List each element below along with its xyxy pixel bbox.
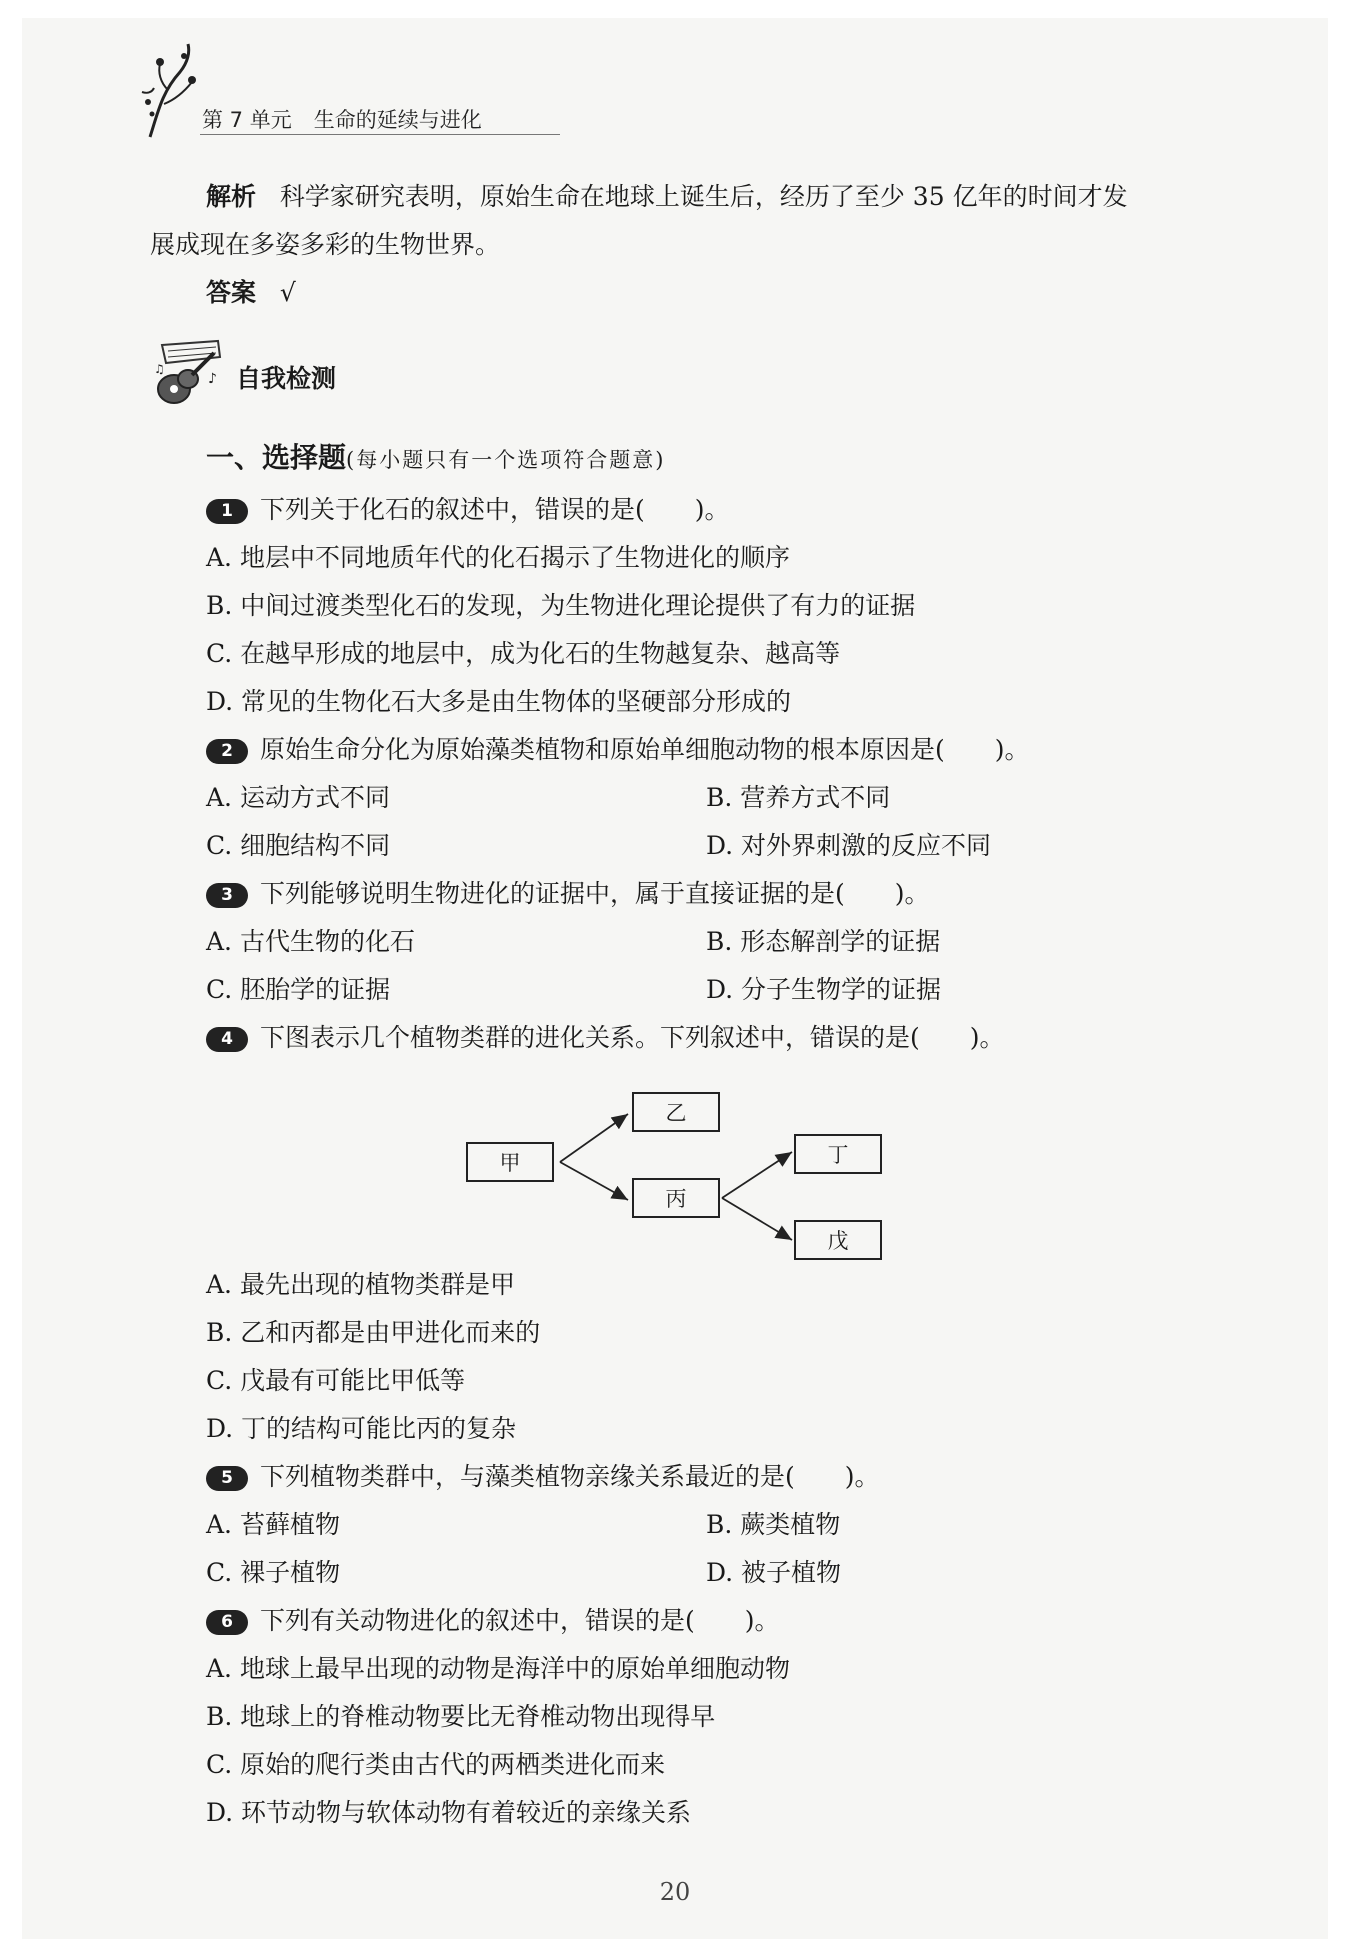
- node-wu: 戊: [794, 1220, 882, 1260]
- node-yi: 乙: [632, 1092, 720, 1132]
- analysis-line-1: 解析 科学家研究表明，原始生命在地球上诞生后，经历了至少 35 亿年的时间才发: [206, 182, 1128, 211]
- q6-option-b: B. 地球上的脊椎动物要比无脊椎动物出现得早: [206, 1702, 716, 1731]
- question-number-badge: 6: [206, 1610, 248, 1635]
- evolution-diagram: [460, 1080, 900, 1280]
- arrow-jia-yi: [560, 1114, 628, 1162]
- part-title: 一、选择题(每小题只有一个选项符合题意): [206, 441, 666, 474]
- answer-value: √: [279, 278, 296, 307]
- node-ding: 丁: [794, 1134, 882, 1174]
- page-number: 20: [659, 1878, 691, 1906]
- q4-option-c: C. 戊最有可能比甲低等: [206, 1366, 466, 1395]
- q4-option-d: D. 丁的结构可能比丙的复杂: [206, 1414, 517, 1443]
- q6-option-c: C. 原始的爬行类由古代的两栖类进化而来: [206, 1750, 666, 1779]
- arrow-bing-ding: [722, 1152, 792, 1198]
- q3-option-b: B. 形态解剖学的证据: [706, 927, 941, 956]
- q1-option-c: C. 在越早形成的地层中，成为化石的生物越复杂、越高等: [206, 639, 841, 668]
- svg-text:♪: ♪: [208, 371, 217, 387]
- q1-option-a: A. 地层中不同地质年代的化石揭示了生物进化的顺序: [206, 543, 790, 572]
- q1-option-d: D. 常见的生物化石大多是由生物体的坚硬部分形成的: [206, 687, 792, 716]
- q2-option-d: D. 对外界刺激的反应不同: [706, 831, 992, 860]
- question-3: 3 下列能够说明生物进化的证据中，属于直接证据的是( )。: [206, 881, 930, 908]
- plum-blossom-icon: [140, 42, 210, 142]
- unit-label: 第 7 单元: [202, 108, 292, 132]
- analysis-line-2: 展成现在多姿多彩的生物世界。: [150, 230, 501, 259]
- section-title: 自我检测: [236, 364, 337, 393]
- q3-option-c: C. 胚胎学的证据: [206, 975, 391, 1004]
- q2-option-a: A. 运动方式不同: [206, 783, 390, 812]
- q5-option-d: D. 被子植物: [706, 1558, 842, 1587]
- q6-option-a: A. 地球上最早出现的动物是海洋中的原始单细胞动物: [206, 1654, 790, 1683]
- answer-line: 答案 √: [206, 278, 296, 307]
- question-number-badge: 4: [206, 1027, 248, 1052]
- q5-option-b: B. 蕨类植物: [706, 1510, 841, 1539]
- q4-option-b: B. 乙和丙都是由甲进化而来的: [206, 1318, 541, 1347]
- q2-option-b: B. 营养方式不同: [706, 783, 891, 812]
- page-header: [140, 42, 560, 142]
- section-self-test: [148, 333, 448, 413]
- question-4: 4 下图表示几个植物类群的进化关系。下列叙述中，错误的是( )。: [206, 1025, 1005, 1052]
- question-number-badge: 5: [206, 1466, 248, 1491]
- q5-option-c: C. 裸子植物: [206, 1558, 341, 1587]
- question-2: 2 原始生命分化为原始藻类植物和原始单细胞动物的根本原因是( )。: [206, 737, 1030, 764]
- part-note: (每小题只有一个选项符合题意): [346, 448, 666, 472]
- guitar-icon: [148, 333, 228, 411]
- q6-option-d: D. 环节动物与软体动物有着较近的亲缘关系: [206, 1798, 692, 1827]
- question-number-badge: 2: [206, 739, 248, 764]
- node-bing: 丙: [632, 1178, 720, 1218]
- q4-option-a: A. 最先出现的植物类群是甲: [206, 1270, 515, 1299]
- q1-option-b: B. 中间过渡类型化石的发现，为生物进化理论提供了有力的证据: [206, 591, 916, 620]
- arrow-jia-bing: [560, 1162, 628, 1200]
- header-rule: [200, 134, 560, 135]
- question-5: 5 下列植物类群中，与藻类植物亲缘关系最近的是( )。: [206, 1464, 880, 1491]
- question-1: 1 下列关于化石的叙述中，错误的是( )。: [206, 497, 730, 524]
- question-number-badge: 3: [206, 883, 248, 908]
- node-jia: 甲: [466, 1142, 554, 1182]
- arrow-bing-wu: [722, 1198, 792, 1240]
- question-number-badge: 1: [206, 499, 248, 524]
- q3-option-d: D. 分子生物学的证据: [706, 975, 942, 1004]
- question-6: 6 下列有关动物进化的叙述中，错误的是( )。: [206, 1608, 780, 1635]
- svg-text:♫: ♫: [154, 362, 165, 376]
- unit-title: 生命的延续与进化: [313, 108, 482, 132]
- q3-option-a: A. 古代生物的化石: [206, 927, 415, 956]
- q5-option-a: A. 苔藓植物: [206, 1510, 340, 1539]
- q2-option-c: C. 细胞结构不同: [206, 831, 391, 860]
